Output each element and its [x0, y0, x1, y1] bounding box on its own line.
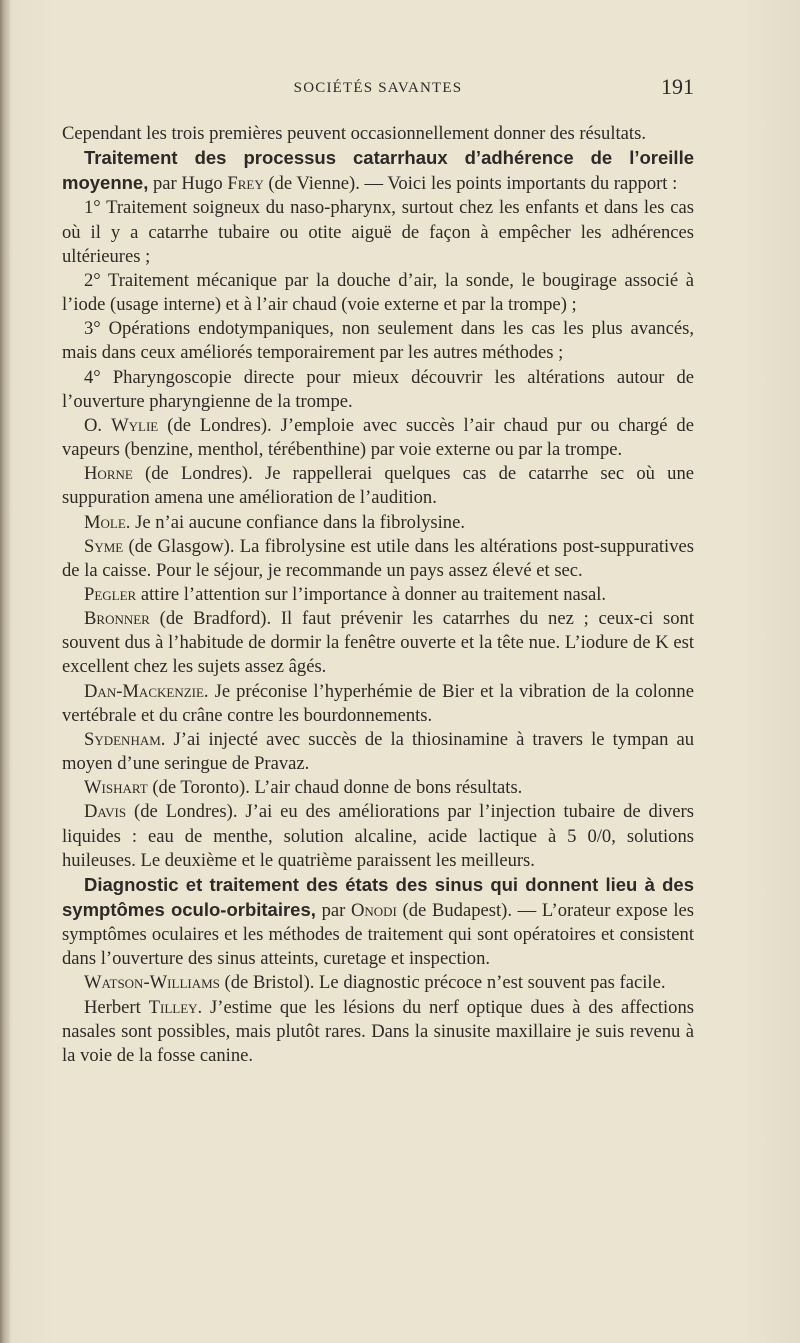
- discussion-paragraph: [62, 535, 694, 583]
- text-run: (de Londres). J’ai eu des améliorations par l’injection tubaire de divers liquides : eau de menthe, solution alcaline, acide lactique à 5 0/0, solutions huileuses. Le deuxième et le quatrième paraissent les meilleurs.: [62, 801, 694, 871]
- speaker-name: Wishart: [84, 777, 148, 799]
- text-run: Je préconise l’hyperhémie de Bier et la vibration de la colonne vertébrale et du crâne contre les bourdonnements.: [62, 680, 694, 726]
- discussion-paragraph: [62, 800, 694, 872]
- text-run: (de Glasgow). La fibrolysine est utile dans les altérations post-suppuratives de la caisse. Pour le séjour, je recommande un pays assez élevé et sec.: [62, 535, 694, 581]
- speaker-name: Watson-Williams: [84, 972, 220, 994]
- discussion-paragraph: [62, 511, 694, 535]
- discussion-paragraph: [62, 680, 694, 728]
- text-run: (de Londres). Je rappellerai quelques cas de catarrhe sec où une suppuration amena une amélioration de l’audition.: [62, 463, 694, 509]
- speaker-name: Pegler: [84, 583, 137, 605]
- text-run: (de Toronto). L’air chaud donne de bons résultats.: [147, 777, 523, 799]
- section-paragraph-catarrhal-processes: [62, 146, 694, 196]
- list-item: 4° Pharyngoscopie directe pour mieux découvrir les altérations autour de l’ouverture pharyngienne de la trompe.: [62, 366, 694, 412]
- text-run: J’estime que les lésions du nerf optique dues à des affections nasales sont possibles, mais plutôt rares. Dans la sinusite maxillaire je suis revenu à la voie de la fosse canine.: [62, 996, 695, 1066]
- page-gutter-shadow: [0, 0, 10, 1343]
- author-name: Onodi: [350, 900, 397, 921]
- page-number: 191: [661, 74, 694, 99]
- text-run: (de Londres). J’emploie avec succès l’air chaud pur ou chargé de vapeurs (benzine, menthol, térébenthine) par voie externe ou par la trompe.: [62, 414, 694, 461]
- page-header: [62, 74, 694, 104]
- text-run: Herbert: [84, 996, 149, 1018]
- speaker-name: Mole.: [84, 511, 131, 533]
- text-run: O.: [84, 414, 112, 436]
- speaker-name: Davis: [84, 801, 127, 823]
- text-run: (de Budapest). — L’orateur expose les symptômes oculaires et les méthodes de traitement qui sont opératoires et consistent dans l’ouverture des sinus atteints, curetage et inspection.: [62, 900, 694, 970]
- speaker-name: Tilley.: [148, 996, 203, 1018]
- discussion-paragraph: [62, 996, 694, 1068]
- speaker-name: Wylie: [111, 414, 159, 436]
- running-head: SOCIÉTÉS SAVANTES: [293, 80, 463, 96]
- list-item: 1° Traitement soigneux du naso-pharynx, surtout chez les enfants et dans les cas où il y a catarrhe tubaire ou otite aiguë de façon à empêcher les adhérences ultérieures ;: [62, 197, 694, 267]
- discussion-paragraph: [62, 607, 694, 679]
- discussion-paragraph: [62, 462, 694, 510]
- speaker-name: Horne: [84, 463, 133, 485]
- section-paragraph-sinus-states: [62, 873, 694, 972]
- text-run: par Hugo: [148, 173, 228, 195]
- speaker-name: Dan-Mackenzie.: [84, 680, 209, 702]
- discussion-paragraph: [62, 776, 694, 800]
- discussion-paragraph: [62, 971, 694, 995]
- discussion-paragraph: [62, 414, 694, 462]
- section-title: Diagnostic et traitement des états des sinus qui donnent lieu à des symptômes oculo-orbitaires,: [62, 873, 694, 920]
- discussion-paragraph: [62, 728, 694, 776]
- body-text: [62, 122, 694, 1068]
- text-run: Je n’ai aucune confiance dans la fibrolysine.: [130, 511, 466, 533]
- discussion-paragraph: [62, 583, 694, 607]
- speaker-name: Bronner: [84, 608, 150, 630]
- text-run: J’ai injecté avec succès de la thiosinamine à travers le tympan au moyen d’une seringue de Pravaz.: [62, 728, 694, 775]
- list-item: 2° Traitement mécanique par la douche d’air, la sonde, le bougirage associé à l’iode (usage interne) et à l’air chaud (voie externe et par la trompe) ;: [62, 269, 694, 316]
- text-run: par: [315, 900, 351, 921]
- paragraph: Cependant les trois premières peuvent occasionnellement donner des résultats.: [62, 123, 646, 144]
- list-item: 3° Opérations endotympaniques, non seulement dans les cas les plus avancés, mais dans ceux améliorés temporairement par les autres méthodes ;: [62, 318, 694, 364]
- author-name: Frey: [227, 173, 264, 195]
- text-run: (de Bradford). Il faut prévenir les catarrhes du nez ; ceux-ci sont souvent dus à l’habitude de dormir la fenêtre ouverte et la tête nue. L’iodure de K est excellent chez les sujets assez âgés.: [62, 608, 694, 678]
- speaker-name: Sydenham.: [84, 728, 166, 750]
- text-run: (de Bristol). Le diagnostic précoce n’est souvent pas facile.: [219, 972, 666, 994]
- text-run: (de Vienne). — Voici les points importants du rapport :: [263, 173, 678, 195]
- speaker-name: Syme: [84, 535, 124, 557]
- section-title: Traitement des processus catarrhaux d’adhérence de l’oreille moyenne,: [62, 147, 694, 194]
- text-run: attire l’attention sur l’importance à donner au traitement nasal.: [136, 583, 607, 605]
